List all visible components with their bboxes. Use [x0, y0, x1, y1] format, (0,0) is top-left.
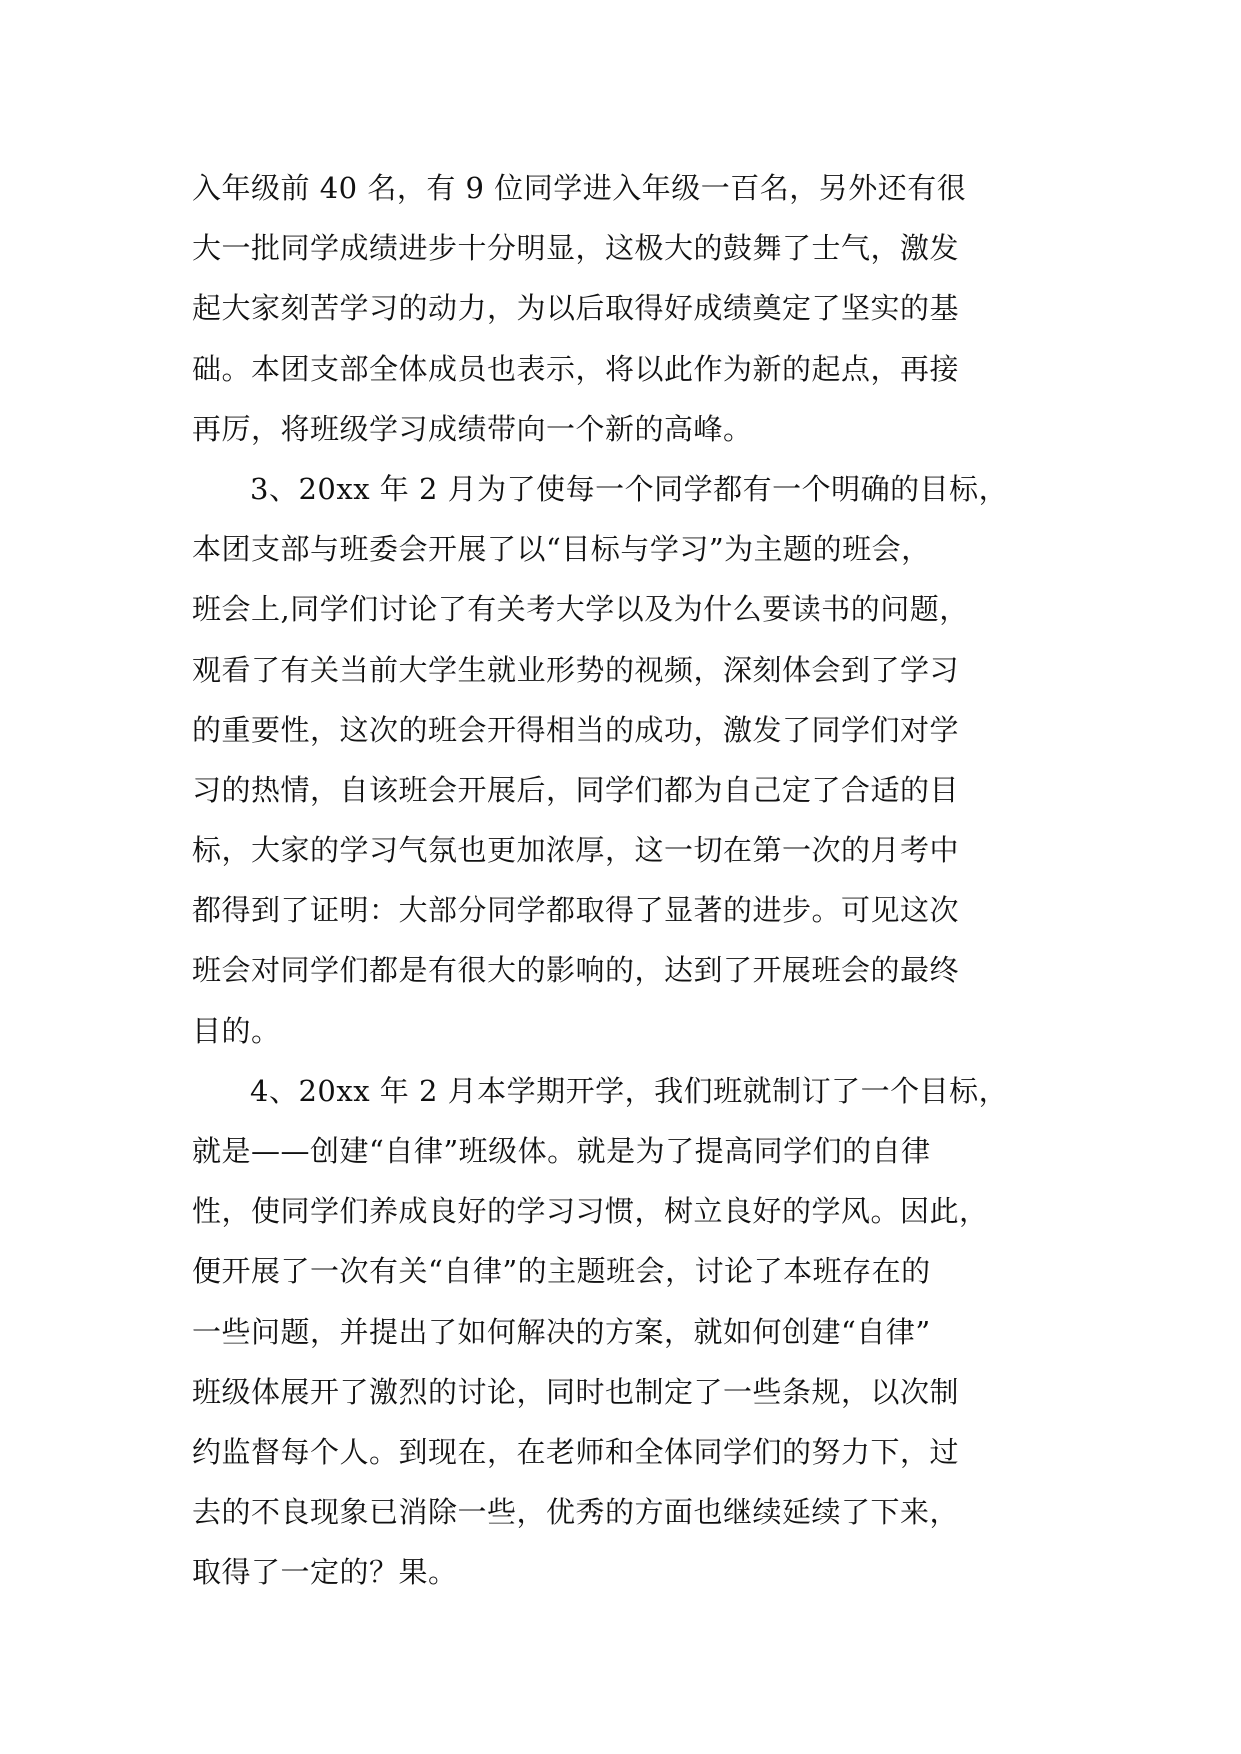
text-line: 一些问题，并提出了如何解决的方案，就如何创建“自律”: [192, 1314, 931, 1349]
text-line: 约监督每个人。到现在，在老师和全体同学们的努力下，过: [192, 1434, 960, 1469]
text-line: 础。本团支部全体成员也表示，将以此作为新的起点，再接: [192, 351, 960, 386]
text-line: 本团支部与班委会开展了以“目标与学习”为主题的班会，: [192, 532, 931, 567]
text-line: 班会对同学们都是有很大的影响的，达到了开展班会的最终: [192, 953, 960, 988]
text-line: 大一批同学成绩进步十分明显，这极大的鼓舞了士气，激发: [192, 231, 960, 266]
text-line: 便开展了一次有关“自律”的主题班会，讨论了本班存在的: [192, 1254, 931, 1289]
document-body: [192, 158, 1050, 1603]
text-line: 入年级前 40 名，有 9 位同学进入年级一百名，另外还有很: [192, 171, 967, 205]
text-line: 4、20xx 年 2 月本学期开学，我们班就制订了一个目标，: [250, 1073, 1009, 1108]
text-line: 起大家刻苦学习的动力，为以后取得好成绩奠定了坚实的基: [192, 291, 960, 326]
text-line: 再厉，将班级学习成绩带向一个新的高峰。: [192, 411, 753, 446]
text-line: 目的。: [192, 1013, 281, 1048]
paragraph-3: [192, 1061, 1050, 1603]
text-line: 都得到了证明：大部分同学都取得了显著的进步。可见这次: [192, 893, 960, 928]
text-line: 标，大家的学习气氛也更加浓厚，这一切在第一次的月考中: [192, 833, 960, 868]
text-line: 观看了有关当前大学生就业形势的视频，深刻体会到了学习: [192, 652, 960, 687]
paragraph-1: [192, 158, 1050, 459]
text-line: 的重要性，这次的班会开得相当的成功，激发了同学们对学: [192, 712, 960, 747]
text-line: 就是——创建“自律”班级体。就是为了提高同学们的自律: [192, 1134, 931, 1168]
text-line: 习的热情，自该班会开展后，同学们都为自己定了合适的目: [192, 772, 960, 807]
paragraph-2: [192, 459, 1050, 1061]
text-line: 取得了一定的？果。: [192, 1555, 458, 1590]
text-line: 性，使同学们养成良好的学习习惯，树立良好的学风。因此，: [192, 1194, 989, 1229]
text-line: 去的不良现象已消除一些，优秀的方面也继续延续了下来，: [192, 1495, 960, 1530]
text-line: 3、20xx 年 2 月为了使每一个同学都有一个明确的目标，: [250, 471, 1009, 506]
text-line: 班会上,同学们讨论了有关考大学以及为什么要读书的问题，: [192, 592, 969, 627]
text-line: 班级体展开了激烈的讨论，同时也制定了一些条规，以次制: [192, 1374, 960, 1409]
